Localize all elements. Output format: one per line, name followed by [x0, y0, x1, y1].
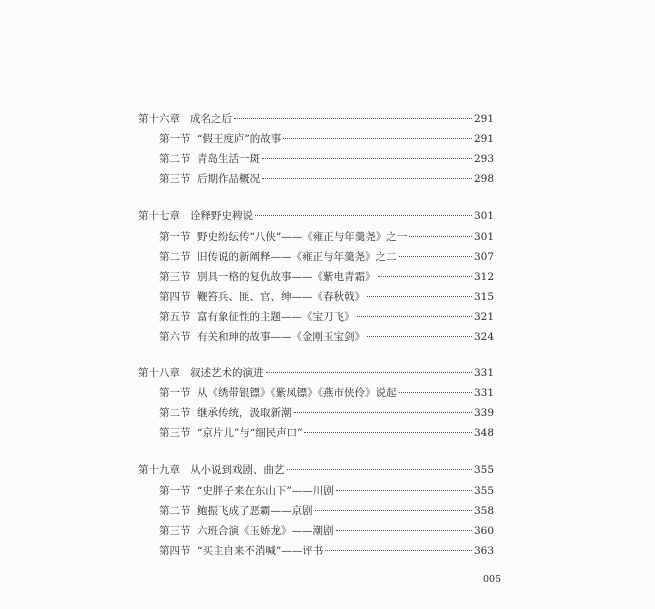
dot-leader	[367, 336, 472, 337]
dot-leader	[336, 490, 472, 491]
section-entry	[159, 270, 494, 284]
section-entry	[159, 310, 494, 324]
dot-leader	[294, 412, 472, 413]
section-number: 第二节	[159, 505, 191, 517]
chapter-entry	[138, 209, 494, 223]
page-number: 312	[473, 271, 494, 283]
section-number: 第一节	[159, 387, 191, 399]
section-number: 第一节	[159, 485, 191, 497]
section-number: 第四节	[159, 291, 191, 303]
section-entry	[159, 406, 494, 420]
section-entry	[159, 172, 494, 186]
chapter-title: 成名之后	[190, 113, 232, 125]
page-number: 291	[473, 113, 494, 125]
section-title: 野史纷纭传“八侠”——《雍正与年羹尧》之一	[197, 231, 408, 243]
page-number: 307	[473, 251, 494, 263]
section-entry	[159, 484, 494, 498]
section-title: 别具一格的复仇故事——《紫电青霜》	[197, 271, 376, 283]
section-entry	[159, 426, 494, 440]
section-title: “假王度庐”的故事	[197, 133, 282, 145]
page-number: 301	[473, 231, 494, 243]
dot-leader	[336, 530, 472, 531]
section-entry	[159, 132, 494, 146]
section-entry	[159, 504, 494, 518]
section-entry	[159, 544, 494, 558]
dot-leader	[283, 138, 472, 139]
chapter-entry	[138, 112, 494, 126]
dot-leader	[262, 178, 472, 179]
section-number: 第六节	[159, 331, 191, 343]
page-number: 291	[473, 133, 494, 145]
section-entry	[159, 386, 494, 400]
section-entry	[159, 524, 494, 538]
dot-leader	[325, 550, 472, 551]
section-title: 鞭笞兵、匪、官、绅——《春秋戟》	[197, 291, 365, 303]
dot-leader	[287, 469, 472, 470]
chapter-number: 第十九章	[138, 464, 180, 476]
dot-leader	[357, 316, 472, 317]
section-title: 富有象征性的主题——《宝刀飞》	[197, 311, 355, 323]
section-number: 第三节	[159, 173, 191, 185]
dot-leader	[378, 276, 472, 277]
page-number: 321	[473, 311, 494, 323]
section-entry	[159, 230, 494, 244]
page-number: 293	[473, 153, 494, 165]
page-number: 324	[473, 331, 494, 343]
dot-leader	[399, 392, 472, 393]
section-number: 第五节	[159, 311, 191, 323]
section-entry	[159, 250, 494, 264]
section-title: 鲍振飞成了恶霸——京剧	[197, 505, 313, 517]
chapter-number: 第十七章	[138, 210, 180, 222]
page-number: 331	[473, 367, 494, 379]
section-number: 第二节	[159, 251, 191, 263]
page-number: 315	[473, 291, 494, 303]
chapter-title: 从小说到戏剧、曲艺	[190, 464, 285, 476]
chapter-entry	[138, 463, 494, 477]
section-number: 第三节	[159, 271, 191, 283]
section-entry	[159, 290, 494, 304]
section-number: 第一节	[159, 231, 191, 243]
section-number: 第一节	[159, 133, 191, 145]
chapter-title: 诠释野史稗说	[190, 210, 253, 222]
dot-leader	[304, 432, 471, 433]
chapter-title: 叙述艺术的演进	[190, 367, 264, 379]
section-number: 第三节	[159, 427, 191, 439]
section-title: 从《绣带银镖》《紫凤镖》《燕市侠伶》说起	[197, 387, 397, 399]
page-number: 301	[473, 210, 494, 222]
page-number: 355	[473, 464, 494, 476]
page-number: 355	[473, 485, 494, 497]
section-title: 六班合演《玉娇龙》——潮剧	[197, 525, 334, 537]
page-number: 339	[473, 407, 494, 419]
section-title: “买主自来不消喊”——评书	[197, 545, 324, 557]
section-title: “史胖子来在东山下”——川剧	[197, 485, 334, 497]
page-number: 358	[473, 505, 494, 517]
dot-leader	[399, 256, 472, 257]
page-number: 331	[473, 387, 494, 399]
dot-leader	[266, 372, 472, 373]
dot-leader	[234, 118, 472, 119]
section-title: 继承传统，汲取新潮	[197, 407, 292, 419]
folio-page-number: 005	[483, 574, 502, 585]
section-number: 第二节	[159, 153, 191, 165]
section-title: 青岛生活一斑	[197, 153, 260, 165]
section-entry	[159, 330, 494, 344]
section-title: 旧传说的新阐释——《雍正与年羹尧》之二	[197, 251, 397, 263]
chapter-number: 第十六章	[138, 113, 180, 125]
page-number: 348	[473, 427, 494, 439]
chapter-entry	[138, 366, 494, 380]
section-number: 第二节	[159, 407, 191, 419]
section-entry	[159, 152, 494, 166]
dot-leader	[255, 215, 472, 216]
section-number: 第四节	[159, 545, 191, 557]
dot-leader	[262, 158, 472, 159]
dot-leader	[409, 236, 472, 237]
page-number: 363	[473, 545, 494, 557]
chapter-number: 第十八章	[138, 367, 180, 379]
section-number: 第三节	[159, 525, 191, 537]
section-title: 后期作品概况	[197, 173, 260, 185]
dot-leader	[315, 510, 472, 511]
dot-leader	[367, 296, 472, 297]
section-title: “京片儿”与“细民声口”	[197, 427, 303, 439]
section-title: 有关和珅的故事——《金刚玉宝剑》	[197, 331, 365, 343]
page-number: 298	[473, 173, 494, 185]
page-number: 360	[473, 525, 494, 537]
